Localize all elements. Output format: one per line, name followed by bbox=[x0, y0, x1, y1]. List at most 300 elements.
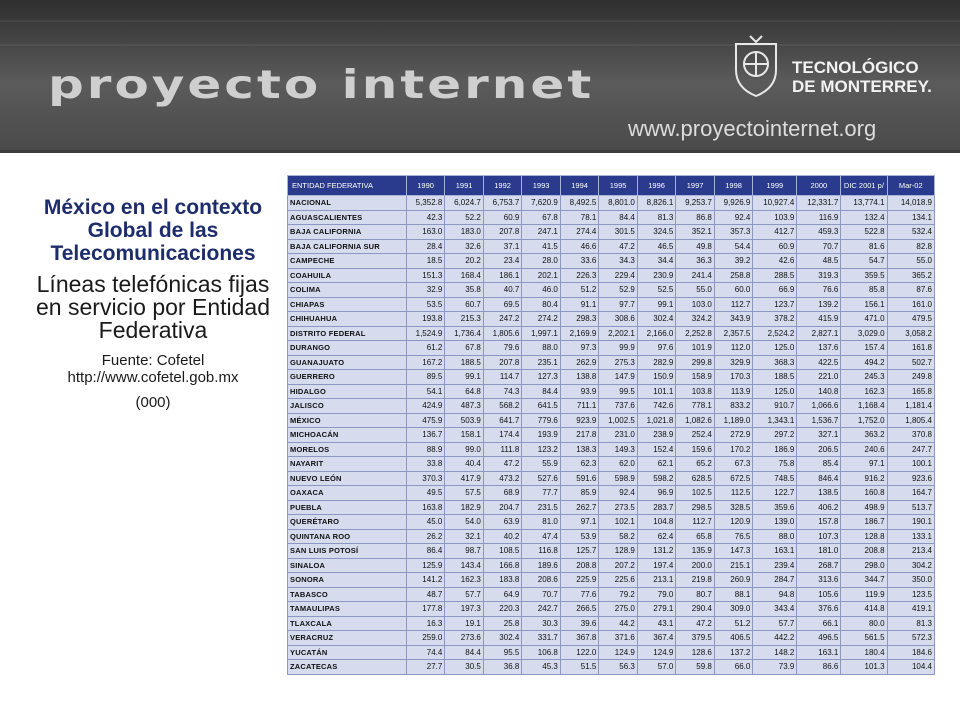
value-cell: 47.2 bbox=[483, 457, 522, 472]
value-cell: 424.9 bbox=[406, 399, 445, 414]
value-cell: 378.2 bbox=[753, 312, 797, 327]
value-cell: 76.6 bbox=[797, 283, 841, 298]
value-cell: 95.5 bbox=[483, 645, 522, 660]
value-cell: 81.0 bbox=[522, 515, 561, 530]
slide-title: México en el contexto Global de las Telecomunicaciones bbox=[43, 196, 263, 265]
value-cell: 282.9 bbox=[637, 355, 676, 370]
value-cell: 208.8 bbox=[560, 558, 599, 573]
value-cell: 170.2 bbox=[714, 442, 753, 457]
value-cell: 183.0 bbox=[445, 225, 484, 240]
entity-name-cell: TABASCO bbox=[288, 587, 407, 602]
value-cell: 9,253.7 bbox=[676, 196, 715, 211]
value-cell: 9,926.9 bbox=[714, 196, 753, 211]
value-cell: 7,620.9 bbox=[522, 196, 561, 211]
value-cell: 161.0 bbox=[887, 297, 934, 312]
entity-name-cell: COLIMA bbox=[288, 283, 407, 298]
value-cell: 57.7 bbox=[445, 587, 484, 602]
value-cell: 122.0 bbox=[560, 645, 599, 660]
value-cell: 197.4 bbox=[637, 558, 676, 573]
value-cell: 70.7 bbox=[522, 587, 561, 602]
value-cell: 168.4 bbox=[445, 268, 484, 283]
value-cell: 93.9 bbox=[560, 384, 599, 399]
value-cell: 139.0 bbox=[753, 515, 797, 530]
value-cell: 67.8 bbox=[445, 341, 484, 356]
value-cell: 96.9 bbox=[637, 486, 676, 501]
value-cell: 16.3 bbox=[406, 616, 445, 631]
value-cell: 37.1 bbox=[483, 239, 522, 254]
entity-name-cell: NAYARIT bbox=[288, 457, 407, 472]
value-cell: 20.2 bbox=[445, 254, 484, 269]
value-cell: 494.2 bbox=[841, 355, 887, 370]
source-label: Fuente: Cofetel bbox=[101, 352, 205, 369]
value-cell: 39.2 bbox=[714, 254, 753, 269]
value-cell: 522.8 bbox=[841, 225, 887, 240]
value-cell: 1,805.4 bbox=[887, 413, 934, 428]
value-cell: 163.8 bbox=[406, 500, 445, 515]
value-cell: 138.5 bbox=[797, 486, 841, 501]
entity-name-cell: CHIAPAS bbox=[288, 297, 407, 312]
value-cell: 2,202.1 bbox=[599, 326, 638, 341]
value-cell: 298.5 bbox=[676, 500, 715, 515]
value-cell: 2,524.2 bbox=[753, 326, 797, 341]
header-banner bbox=[0, 0, 960, 150]
value-cell: 112.7 bbox=[714, 297, 753, 312]
table-row bbox=[288, 413, 935, 428]
value-cell: 641.7 bbox=[483, 413, 522, 428]
value-cell: 496.5 bbox=[797, 631, 841, 646]
value-cell: 916.2 bbox=[841, 471, 887, 486]
unit-note: (000) bbox=[135, 394, 171, 411]
value-cell: 262.7 bbox=[560, 500, 599, 515]
value-cell: 572.3 bbox=[887, 631, 934, 646]
table-row bbox=[288, 558, 935, 573]
value-cell: 112.7 bbox=[676, 515, 715, 530]
value-cell: 923.9 bbox=[560, 413, 599, 428]
value-cell: 923.6 bbox=[887, 471, 934, 486]
value-cell: 62.3 bbox=[560, 457, 599, 472]
value-cell: 262.9 bbox=[560, 355, 599, 370]
value-cell: 58.2 bbox=[599, 529, 638, 544]
entity-name-cell: MÉXICO bbox=[288, 413, 407, 428]
tec-shield-icon bbox=[730, 34, 782, 98]
value-cell: 135.9 bbox=[676, 544, 715, 559]
value-cell: 92.4 bbox=[599, 486, 638, 501]
table-row bbox=[288, 486, 935, 501]
value-cell: 5,352.8 bbox=[406, 196, 445, 211]
value-cell: 284.7 bbox=[753, 573, 797, 588]
value-cell: 137.2 bbox=[714, 645, 753, 660]
value-cell: 219.8 bbox=[676, 573, 715, 588]
value-cell: 186.7 bbox=[841, 515, 887, 530]
banner-stripe bbox=[0, 44, 960, 46]
column-header-entity: ENTIDAD FEDERATIVA bbox=[288, 176, 407, 196]
value-cell: 99.5 bbox=[599, 384, 638, 399]
table-header-row bbox=[288, 176, 935, 196]
value-cell: 138.8 bbox=[560, 370, 599, 385]
value-cell: 78.1 bbox=[560, 210, 599, 225]
value-cell: 70.7 bbox=[797, 239, 841, 254]
value-cell: 88.9 bbox=[406, 442, 445, 457]
value-cell: 833.2 bbox=[714, 399, 753, 414]
value-cell: 1,168.4 bbox=[841, 399, 887, 414]
value-cell: 64.8 bbox=[445, 384, 484, 399]
value-cell: 101.1 bbox=[637, 384, 676, 399]
entity-name-cell: TLAXCALA bbox=[288, 616, 407, 631]
value-cell: 156.1 bbox=[841, 297, 887, 312]
value-cell: 44.2 bbox=[599, 616, 638, 631]
value-cell: 379.5 bbox=[676, 631, 715, 646]
value-cell: 66.9 bbox=[753, 283, 797, 298]
value-cell: 302.4 bbox=[637, 312, 676, 327]
value-cell: 66.0 bbox=[714, 660, 753, 675]
value-cell: 672.5 bbox=[714, 471, 753, 486]
institution-line: TECNOLÓGICO bbox=[792, 58, 919, 77]
table-row bbox=[288, 239, 935, 254]
value-cell: 6,024.7 bbox=[445, 196, 484, 211]
value-cell: 84.4 bbox=[522, 384, 561, 399]
value-cell: 370.8 bbox=[887, 428, 934, 443]
value-cell: 309.0 bbox=[714, 602, 753, 617]
table-row bbox=[288, 399, 935, 414]
value-cell: 1,181.4 bbox=[887, 399, 934, 414]
value-cell: 39.6 bbox=[560, 616, 599, 631]
value-cell: 2,169.9 bbox=[560, 326, 599, 341]
value-cell: 183.8 bbox=[483, 573, 522, 588]
table-row bbox=[288, 457, 935, 472]
value-cell: 69.5 bbox=[483, 297, 522, 312]
column-header: 1999 bbox=[753, 176, 797, 196]
value-cell: 82.8 bbox=[887, 239, 934, 254]
table-row bbox=[288, 283, 935, 298]
value-cell: 141.2 bbox=[406, 573, 445, 588]
value-cell: 143.4 bbox=[445, 558, 484, 573]
value-cell: 365.2 bbox=[887, 268, 934, 283]
value-cell: 62.4 bbox=[637, 529, 676, 544]
value-cell: 103.8 bbox=[676, 384, 715, 399]
value-cell: 239.4 bbox=[753, 558, 797, 573]
value-cell: 28.4 bbox=[406, 239, 445, 254]
value-cell: 40.2 bbox=[483, 529, 522, 544]
value-cell: 74.3 bbox=[483, 384, 522, 399]
value-cell: 48.7 bbox=[406, 587, 445, 602]
value-cell: 52.5 bbox=[637, 283, 676, 298]
value-cell: 57.7 bbox=[753, 616, 797, 631]
value-cell: 116.9 bbox=[797, 210, 841, 225]
value-cell: 279.1 bbox=[637, 602, 676, 617]
table-row bbox=[288, 442, 935, 457]
value-cell: 235.1 bbox=[522, 355, 561, 370]
value-cell: 59.8 bbox=[676, 660, 715, 675]
value-cell: 132.4 bbox=[841, 210, 887, 225]
value-cell: 2,252.8 bbox=[676, 326, 715, 341]
table-row bbox=[288, 384, 935, 399]
value-cell: 367.4 bbox=[637, 631, 676, 646]
entity-name-cell: QUERÉTARO bbox=[288, 515, 407, 530]
value-cell: 147.9 bbox=[599, 370, 638, 385]
value-cell: 27.7 bbox=[406, 660, 445, 675]
value-cell: 598.2 bbox=[637, 471, 676, 486]
entity-name-cell: VERACRUZ bbox=[288, 631, 407, 646]
value-cell: 162.3 bbox=[841, 384, 887, 399]
value-cell: 641.5 bbox=[522, 399, 561, 414]
value-cell: 352.1 bbox=[676, 225, 715, 240]
value-cell: 25.8 bbox=[483, 616, 522, 631]
value-cell: 370.3 bbox=[406, 471, 445, 486]
value-cell: 112.5 bbox=[714, 486, 753, 501]
value-cell: 163.1 bbox=[753, 544, 797, 559]
value-cell: 258.8 bbox=[714, 268, 753, 283]
value-cell: 47.2 bbox=[676, 616, 715, 631]
value-cell: 79.6 bbox=[483, 341, 522, 356]
entity-name-cell: ZACATECAS bbox=[288, 660, 407, 675]
value-cell: 217.8 bbox=[560, 428, 599, 443]
table-row bbox=[288, 370, 935, 385]
value-cell: 260.9 bbox=[714, 573, 753, 588]
value-cell: 299.8 bbox=[676, 355, 715, 370]
value-cell: 186.9 bbox=[753, 442, 797, 457]
value-cell: 54.7 bbox=[841, 254, 887, 269]
value-cell: 242.7 bbox=[522, 602, 561, 617]
value-cell: 363.2 bbox=[841, 428, 887, 443]
value-cell: 60.0 bbox=[714, 283, 753, 298]
value-cell: 34.3 bbox=[599, 254, 638, 269]
value-cell: 527.6 bbox=[522, 471, 561, 486]
value-cell: 8,801.0 bbox=[599, 196, 638, 211]
value-cell: 91.1 bbox=[560, 297, 599, 312]
value-cell: 419.1 bbox=[887, 602, 934, 617]
value-cell: 202.1 bbox=[522, 268, 561, 283]
value-cell: 104.8 bbox=[637, 515, 676, 530]
value-cell: 327.1 bbox=[797, 428, 841, 443]
value-cell: 160.8 bbox=[841, 486, 887, 501]
value-cell: 98.7 bbox=[445, 544, 484, 559]
value-cell: 111.8 bbox=[483, 442, 522, 457]
value-cell: 910.7 bbox=[753, 399, 797, 414]
slide-subtitle: Líneas telefónicas fijas en servicio por Entidad Federativa bbox=[36, 271, 270, 343]
table-row bbox=[288, 660, 935, 675]
value-cell: 170.3 bbox=[714, 370, 753, 385]
value-cell: 87.6 bbox=[887, 283, 934, 298]
value-cell: 231.5 bbox=[522, 500, 561, 515]
value-cell: 252.4 bbox=[676, 428, 715, 443]
value-cell: 99.1 bbox=[637, 297, 676, 312]
value-cell: 55.0 bbox=[676, 283, 715, 298]
value-cell: 213.4 bbox=[887, 544, 934, 559]
value-cell: 226.3 bbox=[560, 268, 599, 283]
value-cell: 502.7 bbox=[887, 355, 934, 370]
value-cell: 23.4 bbox=[483, 254, 522, 269]
value-cell: 99.0 bbox=[445, 442, 484, 457]
value-cell: 80.0 bbox=[841, 616, 887, 631]
value-cell: 53.9 bbox=[560, 529, 599, 544]
value-cell: 73.9 bbox=[753, 660, 797, 675]
value-cell: 137.6 bbox=[797, 341, 841, 356]
value-cell: 26.2 bbox=[406, 529, 445, 544]
value-cell: 225.9 bbox=[560, 573, 599, 588]
value-cell: 213.1 bbox=[637, 573, 676, 588]
table-row bbox=[288, 312, 935, 327]
value-cell: 85.8 bbox=[841, 283, 887, 298]
value-cell: 406.2 bbox=[797, 500, 841, 515]
value-cell: 158.1 bbox=[445, 428, 484, 443]
value-cell: 1,002.5 bbox=[599, 413, 638, 428]
value-cell: 131.2 bbox=[637, 544, 676, 559]
table-row bbox=[288, 428, 935, 443]
value-cell: 77.6 bbox=[560, 587, 599, 602]
value-cell: 206.5 bbox=[797, 442, 841, 457]
source-url: http://www.cofetel.gob.mx bbox=[67, 369, 239, 386]
value-cell: 97.1 bbox=[841, 457, 887, 472]
value-cell: 108.5 bbox=[483, 544, 522, 559]
value-cell: 459.3 bbox=[797, 225, 841, 240]
entity-name-cell: JALISCO bbox=[288, 399, 407, 414]
entity-name-cell: MICHOACÁN bbox=[288, 428, 407, 443]
value-cell: 74.4 bbox=[406, 645, 445, 660]
value-cell: 36.8 bbox=[483, 660, 522, 675]
value-cell: 33.8 bbox=[406, 457, 445, 472]
value-cell: 30.5 bbox=[445, 660, 484, 675]
data-table bbox=[287, 175, 935, 675]
value-cell: 298.3 bbox=[560, 312, 599, 327]
value-cell: 442.2 bbox=[753, 631, 797, 646]
value-cell: 88.0 bbox=[753, 529, 797, 544]
value-cell: 350.0 bbox=[887, 573, 934, 588]
table-row bbox=[288, 515, 935, 530]
table-row bbox=[288, 544, 935, 559]
value-cell: 68.9 bbox=[483, 486, 522, 501]
value-cell: 54.1 bbox=[406, 384, 445, 399]
value-cell: 33.6 bbox=[560, 254, 599, 269]
entity-name-cell: MORELOS bbox=[288, 442, 407, 457]
table-row bbox=[288, 631, 935, 646]
value-cell: 66.1 bbox=[797, 616, 841, 631]
value-cell: 274.4 bbox=[560, 225, 599, 240]
entity-name-cell: PUEBLA bbox=[288, 500, 407, 515]
value-cell: 32.9 bbox=[406, 283, 445, 298]
table-row bbox=[288, 326, 935, 341]
entity-name-cell: HIDALGO bbox=[288, 384, 407, 399]
column-header: Mar-02 bbox=[887, 176, 934, 196]
value-cell: 247.2 bbox=[483, 312, 522, 327]
value-cell: 120.9 bbox=[714, 515, 753, 530]
entity-name-cell: DISTRITO FEDERAL bbox=[288, 326, 407, 341]
value-cell: 47.2 bbox=[599, 239, 638, 254]
value-cell: 101.9 bbox=[676, 341, 715, 356]
value-cell: 45.3 bbox=[522, 660, 561, 675]
entity-name-cell: QUINTANA ROO bbox=[288, 529, 407, 544]
value-cell: 32.1 bbox=[445, 529, 484, 544]
value-cell: 711.1 bbox=[560, 399, 599, 414]
value-cell: 77.7 bbox=[522, 486, 561, 501]
value-cell: 479.5 bbox=[887, 312, 934, 327]
value-cell: 2,166.0 bbox=[637, 326, 676, 341]
value-cell: 49.5 bbox=[406, 486, 445, 501]
column-header: 1993 bbox=[522, 176, 561, 196]
banner-divider bbox=[0, 150, 960, 153]
value-cell: 598.9 bbox=[599, 471, 638, 486]
value-cell: 1,536.7 bbox=[797, 413, 841, 428]
value-cell: 313.6 bbox=[797, 573, 841, 588]
value-cell: 52.2 bbox=[445, 210, 484, 225]
entity-name-cell: BAJA CALIFORNIA SUR bbox=[288, 239, 407, 254]
value-cell: 57.5 bbox=[445, 486, 484, 501]
value-cell: 65.8 bbox=[676, 529, 715, 544]
value-cell: 166.8 bbox=[483, 558, 522, 573]
column-header: 1990 bbox=[406, 176, 445, 196]
value-cell: 297.2 bbox=[753, 428, 797, 443]
banner-stripe bbox=[0, 20, 960, 22]
value-cell: 503.9 bbox=[445, 413, 484, 428]
value-cell: 591.6 bbox=[560, 471, 599, 486]
value-cell: 422.5 bbox=[797, 355, 841, 370]
value-cell: 748.5 bbox=[753, 471, 797, 486]
value-cell: 359.5 bbox=[841, 268, 887, 283]
value-cell: 119.9 bbox=[841, 587, 887, 602]
value-cell: 103.9 bbox=[753, 210, 797, 225]
table-row bbox=[288, 355, 935, 370]
value-cell: 100.1 bbox=[887, 457, 934, 472]
value-cell: 268.7 bbox=[797, 558, 841, 573]
value-cell: 181.0 bbox=[797, 544, 841, 559]
value-cell: 406.5 bbox=[714, 631, 753, 646]
value-cell: 36.3 bbox=[676, 254, 715, 269]
value-cell: 329.9 bbox=[714, 355, 753, 370]
value-cell: 163.0 bbox=[406, 225, 445, 240]
value-cell: 99.9 bbox=[599, 341, 638, 356]
value-cell: 103.0 bbox=[676, 297, 715, 312]
value-cell: 328.5 bbox=[714, 500, 753, 515]
value-cell: 319.3 bbox=[797, 268, 841, 283]
value-cell: 60.9 bbox=[753, 239, 797, 254]
value-cell: 18.5 bbox=[406, 254, 445, 269]
value-cell: 376.6 bbox=[797, 602, 841, 617]
value-cell: 113.9 bbox=[714, 384, 753, 399]
value-cell: 86.6 bbox=[797, 660, 841, 675]
value-cell: 127.3 bbox=[522, 370, 561, 385]
value-cell: 275.3 bbox=[599, 355, 638, 370]
value-cell: 475.9 bbox=[406, 413, 445, 428]
table-row bbox=[288, 616, 935, 631]
value-cell: 99.1 bbox=[445, 370, 484, 385]
value-cell: 104.4 bbox=[887, 660, 934, 675]
value-cell: 152.4 bbox=[637, 442, 676, 457]
value-cell: 107.3 bbox=[797, 529, 841, 544]
value-cell: 150.9 bbox=[637, 370, 676, 385]
value-cell: 301.5 bbox=[599, 225, 638, 240]
table-row bbox=[288, 254, 935, 269]
column-header: 1995 bbox=[599, 176, 638, 196]
value-cell: 532.4 bbox=[887, 225, 934, 240]
value-cell: 367.8 bbox=[560, 631, 599, 646]
value-cell: 97.6 bbox=[637, 341, 676, 356]
site-url[interactable]: www.proyectointernet.org bbox=[628, 116, 877, 141]
value-cell: 513.7 bbox=[887, 500, 934, 515]
value-cell: 133.1 bbox=[887, 529, 934, 544]
value-cell: 6,753.7 bbox=[483, 196, 522, 211]
value-cell: 60.7 bbox=[445, 297, 484, 312]
value-cell: 80.7 bbox=[676, 587, 715, 602]
value-cell: 89.5 bbox=[406, 370, 445, 385]
value-cell: 208.8 bbox=[841, 544, 887, 559]
value-cell: 85.4 bbox=[797, 457, 841, 472]
value-cell: 51.5 bbox=[560, 660, 599, 675]
value-cell: 112.0 bbox=[714, 341, 753, 356]
value-cell: 207.8 bbox=[483, 355, 522, 370]
value-cell: 273.6 bbox=[445, 631, 484, 646]
entity-name-cell: OAXACA bbox=[288, 486, 407, 501]
table-row bbox=[288, 297, 935, 312]
value-cell: 1,524.9 bbox=[406, 326, 445, 341]
